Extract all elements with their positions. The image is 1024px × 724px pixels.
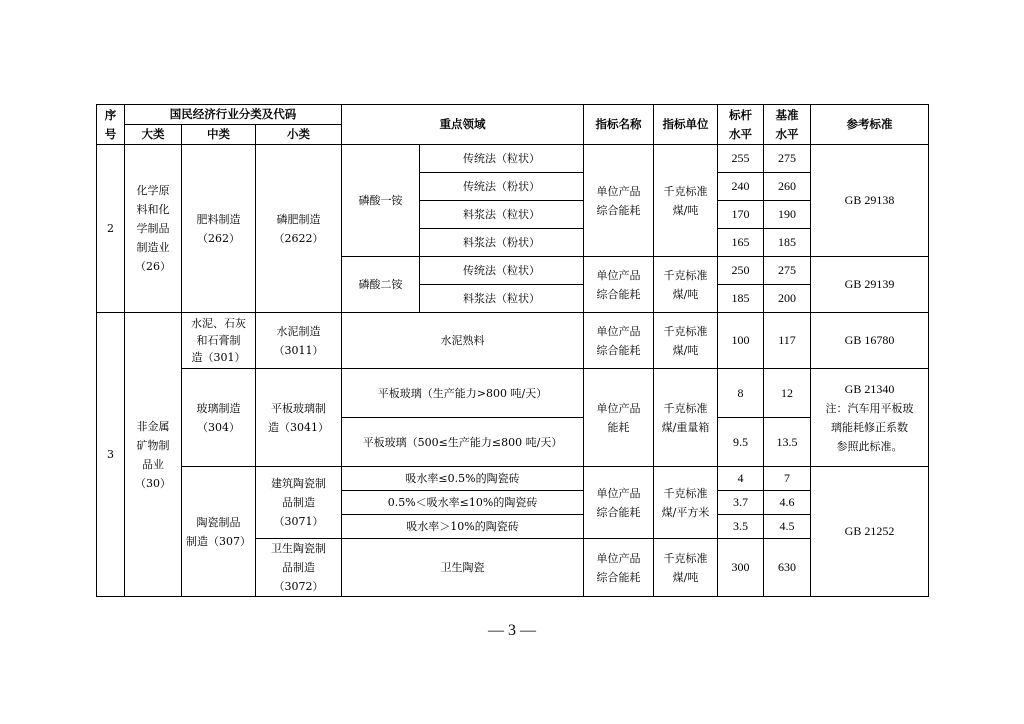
standard-cell: GB 29139	[811, 257, 929, 313]
cell-line: 综合能耗	[596, 570, 641, 584]
header-indicator: 指标名称	[584, 105, 654, 145]
seq-cell: 3	[97, 313, 125, 597]
cell-line: 制造业	[136, 241, 170, 254]
baseline-cell: 200	[764, 285, 811, 313]
baseline-cell: 190	[764, 201, 811, 229]
header-seq	[97, 105, 125, 145]
cell-line: 和石膏制	[196, 334, 241, 347]
field-cell: 传统法（粒状）	[420, 257, 584, 285]
cell-line: 造（301）	[191, 351, 246, 364]
baseline-cell: 7	[764, 467, 811, 491]
cell-line: 学制品	[136, 222, 170, 235]
baseline-cell: 260	[764, 173, 811, 201]
cell-line: 千克标准	[663, 486, 708, 500]
middle-category-cell	[182, 369, 256, 467]
standard-cell: GB 16780	[811, 313, 929, 369]
benchmark-cell: 165	[718, 229, 764, 257]
major-category-cell	[125, 145, 182, 313]
cell-line: 水泥、石灰	[191, 317, 246, 330]
cell-line: 矿物制	[136, 438, 170, 452]
cell-line: 煤/吨	[672, 570, 699, 584]
cell-line: 煤/重量箱	[661, 420, 710, 434]
cell-line: 肥料制造	[196, 212, 241, 226]
cell-line: （2622）	[273, 231, 324, 245]
header-industry: 国民经济行业分类及代码	[125, 105, 342, 125]
header-standard: 参考标准	[811, 105, 929, 145]
middle-category-cell	[182, 467, 256, 597]
field-cell: 料浆法（粒状）	[420, 201, 584, 229]
product-label-cell: 磷酸一铵	[342, 145, 420, 257]
middle-category-cell	[182, 145, 256, 313]
cell-line: （30）	[135, 476, 171, 490]
standard-cell: GB 29138	[811, 145, 929, 257]
baseline-cell: 13.5	[764, 418, 811, 467]
field-cell: 平板玻璃（500≤生产能力≤800 吨/天）	[342, 418, 584, 467]
middle-category-cell	[182, 313, 256, 369]
field-cell: 吸水率≤0.5%的陶瓷砖	[342, 467, 584, 491]
minor-category-cell	[256, 313, 342, 369]
baseline-cell: 4.5	[764, 515, 811, 539]
baseline-cell: 117	[764, 313, 811, 369]
header-baseline-line: 水平	[775, 126, 799, 141]
cell-line: （26）	[135, 260, 171, 273]
indicator-cell	[584, 467, 654, 539]
field-cell: 料浆法（粉状）	[420, 229, 584, 257]
product-label-cell: 磷酸二铵	[342, 257, 420, 313]
field-cell: 水泥熟料	[342, 313, 584, 369]
cell-line: 单位产品	[596, 486, 641, 500]
table-row	[97, 369, 929, 418]
baseline-cell: 275	[764, 257, 811, 285]
table-row	[97, 145, 929, 173]
minor-category-cell	[256, 369, 342, 467]
indicator-cell	[584, 539, 654, 597]
cell-line: 料和化	[136, 203, 170, 216]
benchmark-cell: 240	[718, 173, 764, 201]
header-major: 大类	[125, 125, 182, 145]
baseline-cell: 185	[764, 229, 811, 257]
cell-line: 煤/平方米	[661, 505, 710, 519]
cell-line: 千克标准	[663, 401, 708, 415]
header-seq-line: 号	[104, 126, 117, 141]
cell-line: 卫生陶瓷制	[271, 542, 326, 555]
cell-line: 水泥制造	[276, 324, 321, 338]
indicator-cell	[584, 145, 654, 257]
major-category-cell	[125, 313, 182, 597]
cell-line: 单位产品	[596, 401, 641, 415]
standard-cell: GB 21252	[811, 467, 929, 597]
indicator-cell	[584, 257, 654, 313]
cell-line: 煤/吨	[672, 287, 699, 301]
header-minor: 小类	[256, 125, 342, 145]
baseline-cell: 275	[764, 145, 811, 173]
cell-line: 煤/吨	[672, 203, 699, 217]
table-row	[97, 467, 929, 491]
cell-line: 品业	[142, 457, 164, 471]
unit-cell	[654, 467, 718, 539]
indicator-cell	[584, 369, 654, 467]
cell-line: （3071）	[273, 515, 324, 528]
cell-line: 制造（307）	[186, 534, 251, 548]
header-benchmark-line: 水平	[729, 126, 753, 141]
header-seq-line: 序	[104, 107, 117, 122]
cell-line: 注：汽车用平板玻	[825, 401, 914, 415]
benchmark-cell: 185	[718, 285, 764, 313]
cell-line: 造（3041）	[268, 420, 329, 434]
benchmark-cell: 3.5	[718, 515, 764, 539]
cell-line: 单位产品	[596, 551, 641, 565]
cell-line: 煤/吨	[672, 343, 699, 357]
benchmark-cell: 9.5	[718, 418, 764, 467]
cell-line: 千克标准	[663, 324, 708, 338]
field-cell: 传统法（粒状）	[420, 145, 584, 173]
field-cell: 0.5%＜吸水率≤10%的陶瓷砖	[342, 491, 584, 515]
cell-line: 千克标准	[663, 268, 708, 282]
cell-line: 综合能耗	[596, 287, 641, 301]
unit-cell	[654, 145, 718, 257]
cell-line: 品制造	[282, 496, 315, 509]
cell-line: 单位产品	[596, 268, 641, 282]
cell-line: 参照此标准。	[836, 439, 903, 453]
field-cell: 平板玻璃（生产能力>800 吨/天）	[342, 369, 584, 418]
benchmark-cell: 3.7	[718, 491, 764, 515]
standard-cell	[811, 369, 929, 467]
benchmark-cell: 4	[718, 467, 764, 491]
benchmark-cell: 255	[718, 145, 764, 173]
cell-line: 综合能耗	[596, 505, 641, 519]
cell-line: 磷肥制造	[276, 212, 321, 226]
cell-line: 综合能耗	[596, 203, 641, 217]
baseline-cell: 4.6	[764, 491, 811, 515]
cell-line: 璃能耗修正系数	[831, 420, 909, 434]
cell-line: （262）	[197, 231, 240, 245]
field-cell: 传统法（粉状）	[420, 173, 584, 201]
cell-line: （3011）	[273, 343, 324, 357]
field-cell: 料浆法（粒状）	[420, 285, 584, 313]
cell-line: 单位产品	[596, 184, 641, 198]
cell-line: GB 21340	[844, 381, 895, 396]
cell-line: （3072）	[273, 580, 324, 593]
unit-cell	[654, 313, 718, 369]
benchmark-cell: 250	[718, 257, 764, 285]
seq-cell: 2	[97, 145, 125, 313]
header-row-1	[97, 105, 929, 125]
cell-line: 陶瓷制品	[196, 515, 241, 529]
minor-category-cell	[256, 467, 342, 539]
benchmark-cell: 300	[718, 539, 764, 597]
indicator-cell	[584, 313, 654, 369]
header-benchmark	[718, 105, 764, 145]
table-row	[97, 313, 929, 369]
energy-benchmark-table	[96, 104, 929, 597]
header-field: 重点领域	[342, 105, 584, 145]
cell-line: 非金属	[136, 419, 170, 433]
benchmark-cell: 100	[718, 313, 764, 369]
page-number: — 3 —	[488, 622, 536, 639]
header-baseline	[764, 105, 811, 145]
field-cell: 吸水率＞10%的陶瓷砖	[342, 515, 584, 539]
minor-category-cell	[256, 539, 342, 597]
benchmark-cell: 170	[718, 201, 764, 229]
cell-line: 千克标准	[663, 551, 708, 565]
cell-line: 综合能耗	[596, 343, 641, 357]
cell-line: （304）	[197, 420, 240, 434]
header-middle: 中类	[182, 125, 256, 145]
cell-line: 平板玻璃制	[271, 401, 326, 415]
unit-cell	[654, 539, 718, 597]
header-benchmark-line: 标杆	[729, 107, 753, 122]
cell-line: 化学原	[136, 184, 170, 197]
cell-line: 品制造	[282, 561, 315, 574]
cell-line: 千克标准	[663, 184, 708, 198]
cell-line: 能耗	[607, 420, 630, 434]
baseline-cell: 12	[764, 369, 811, 418]
cell-line: 建筑陶瓷制	[271, 477, 326, 490]
unit-cell	[654, 369, 718, 467]
cell-line: 玻璃制造	[196, 401, 241, 415]
cell-line: 单位产品	[596, 324, 641, 338]
field-cell: 卫生陶瓷	[342, 539, 584, 597]
baseline-cell: 630	[764, 539, 811, 597]
header-unit: 指标单位	[654, 105, 718, 145]
header-baseline-line: 基准	[775, 107, 799, 122]
unit-cell	[654, 257, 718, 313]
minor-category-cell	[256, 145, 342, 313]
benchmark-cell: 8	[718, 369, 764, 418]
